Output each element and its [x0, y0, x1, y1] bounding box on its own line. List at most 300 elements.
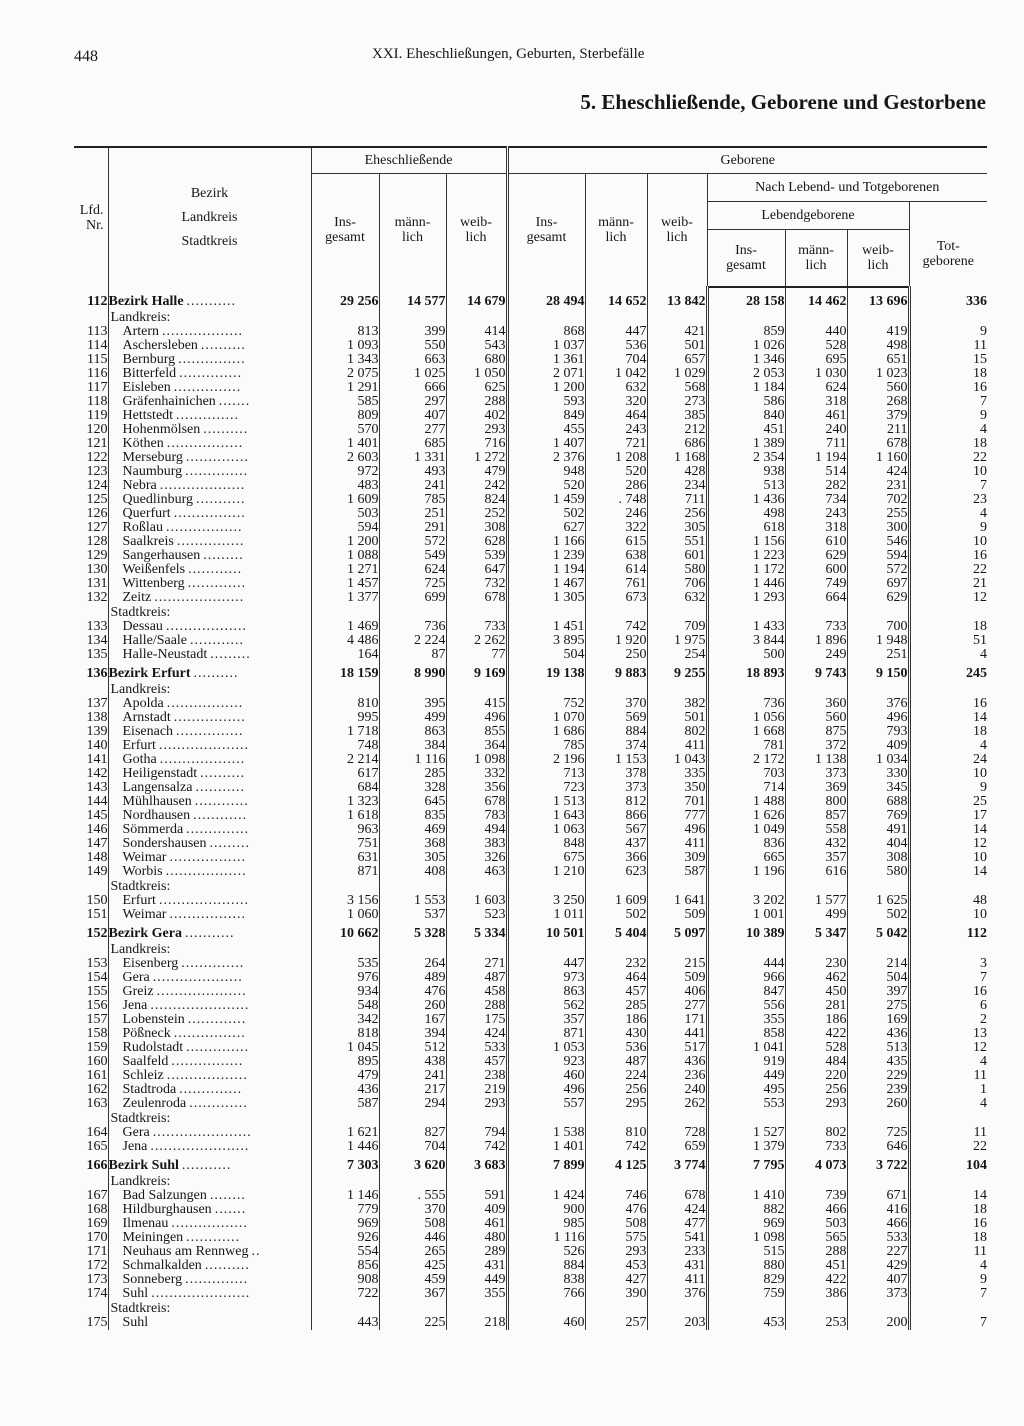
cell-geb-insgesamt: 557: [507, 1097, 585, 1111]
cell-totgeborene: 9: [909, 325, 987, 339]
district-name-text: Bezirk Erfurt: [108, 666, 191, 681]
cell-ehe-insgesamt: 972: [311, 465, 379, 479]
cell-ehe-weiblich: 647: [446, 563, 507, 577]
cell-ehe-maennlich: 736: [379, 620, 446, 634]
cell-leb-maennlich: 256: [785, 1083, 847, 1097]
cell-geb-maennlich: 761: [585, 577, 647, 591]
cell-geb-insgesamt: 455: [507, 423, 585, 437]
table-row: [74, 711, 987, 725]
table-row: [74, 908, 987, 922]
leader-dots: ......................: [151, 1287, 251, 1301]
cell-totgeborene: 16: [909, 985, 987, 999]
cell-leb-maennlich: 293: [785, 1097, 847, 1111]
table-row: [74, 353, 987, 367]
cell-geb-insgesamt: 1 686: [507, 725, 585, 739]
leader-dots: ..........: [203, 423, 249, 437]
cell-leb-maennlich: 360: [785, 697, 847, 711]
cell-geb-maennlich: 243: [585, 423, 647, 437]
cell-ehe-weiblich: 415: [446, 697, 507, 711]
header-totgeborene: [909, 201, 987, 287]
cell-leb-maennlich: 440: [785, 325, 847, 339]
district-name: [108, 620, 311, 634]
cell-ehe-insgesamt: 722: [311, 1287, 379, 1301]
cell-leb-maennlich: 281: [785, 999, 847, 1013]
district-name-text: Querfurt: [122, 507, 171, 521]
table-row: [74, 781, 987, 795]
table-row: [74, 725, 987, 739]
cell-leb-insgesamt: 10 389: [707, 922, 785, 942]
cell-leb-insgesamt: 355: [707, 1013, 785, 1027]
cell-geb-weiblich: 802: [647, 725, 707, 739]
cell-totgeborene: 23: [909, 493, 987, 507]
cell-geb-insgesamt: 496: [507, 1083, 585, 1097]
cell-geb-insgesamt: 593: [507, 395, 585, 409]
district-name-text: Neuhaus am Rennweg: [122, 1245, 249, 1259]
table-row: [74, 1041, 987, 1055]
cell-geb-insgesamt: [507, 310, 585, 325]
table-row: [74, 409, 987, 423]
cell-ehe-weiblich: 543: [446, 339, 507, 353]
cell-leb-insgesamt: 28 158: [707, 287, 785, 310]
cell-ehe-insgesamt: 10 662: [311, 922, 379, 942]
cell-leb-maennlich: 610: [785, 535, 847, 549]
cell-ehe-weiblich: 5 334: [446, 922, 507, 942]
row-number: 139: [74, 725, 108, 739]
cell-leb-insgesamt: 1 433: [707, 620, 785, 634]
header-ehe-weiblich-text: weib- lich: [460, 215, 492, 246]
cell-geb-maennlich: 322: [585, 521, 647, 535]
cell-geb-insgesamt: 1 200: [507, 381, 585, 395]
cell-totgeborene: 4: [909, 423, 987, 437]
district-name: [108, 697, 311, 711]
row-number: 169: [74, 1217, 108, 1231]
district-name-text: Suhl: [122, 1287, 149, 1301]
cell-leb-insgesamt: 7 795: [707, 1154, 785, 1174]
row-number: 132: [74, 591, 108, 605]
cell-leb-insgesamt: 1 527: [707, 1126, 785, 1140]
cell-totgeborene: 22: [909, 1140, 987, 1154]
district-name: [108, 662, 311, 682]
cell-leb-weiblich: 1 625: [847, 894, 909, 908]
row-number: 174: [74, 1287, 108, 1301]
cell-ehe-weiblich: 783: [446, 809, 507, 823]
row-number: [74, 1301, 108, 1316]
district-name: [108, 942, 311, 957]
cell-leb-maennlich: 318: [785, 521, 847, 535]
leader-dots: ...............: [176, 725, 244, 739]
cell-leb-insgesamt: 969: [707, 1217, 785, 1231]
cell-totgeborene: [909, 310, 987, 325]
cell-geb-weiblich: 277: [647, 999, 707, 1013]
table-row: [74, 1140, 987, 1154]
cell-ehe-weiblich: 496: [446, 711, 507, 725]
row-number: 114: [74, 339, 108, 353]
cell-leb-maennlich: 629: [785, 549, 847, 563]
cell-geb-maennlich: 457: [585, 985, 647, 999]
leader-dots: .............: [187, 577, 247, 591]
header-ehe-maennlich: [379, 173, 446, 287]
district-name: [108, 781, 311, 795]
table-row: [74, 1189, 987, 1203]
district-name-text: Gera: [122, 971, 150, 985]
cell-leb-maennlich: 528: [785, 339, 847, 353]
table-row: [74, 367, 987, 381]
leader-dots: ..................: [165, 865, 247, 879]
table-row: [74, 957, 987, 971]
cell-ehe-maennlich: 1 025: [379, 367, 446, 381]
row-number: 171: [74, 1245, 108, 1259]
district-name: [108, 493, 311, 507]
table-row: [74, 634, 987, 648]
cell-geb-insgesamt: 1 116: [507, 1231, 585, 1245]
cell-leb-maennlich: 1 030: [785, 367, 847, 381]
table-row: [74, 1273, 987, 1287]
header-leb-insgesamt: [707, 229, 785, 287]
leader-dots: ................: [171, 1055, 244, 1069]
row-number: 153: [74, 957, 108, 971]
cell-totgeborene: 7: [909, 1287, 987, 1301]
cell-leb-maennlich: 484: [785, 1055, 847, 1069]
district-name-text: Saalkreis: [122, 535, 174, 549]
running-head: XXI. Eheschließungen, Geburten, Sterbefälle: [372, 46, 645, 62]
cell-totgeborene: 51: [909, 634, 987, 648]
cell-geb-insgesamt: 1 459: [507, 493, 585, 507]
cell-leb-weiblich: 436: [847, 1027, 909, 1041]
cell-geb-insgesamt: 766: [507, 1287, 585, 1301]
cell-geb-maennlich: 742: [585, 1140, 647, 1154]
cell-leb-insgesamt: 781: [707, 739, 785, 753]
cell-geb-weiblich: [647, 879, 707, 894]
cell-leb-weiblich: 9 150: [847, 662, 909, 682]
cell-ehe-insgesamt: 587: [311, 1097, 379, 1111]
cell-geb-maennlich: 374: [585, 739, 647, 753]
cell-geb-maennlich: 427: [585, 1273, 647, 1287]
cell-ehe-maennlich: 645: [379, 795, 446, 809]
cell-ehe-insgesamt: 1 618: [311, 809, 379, 823]
cell-leb-weiblich: 793: [847, 725, 909, 739]
cell-totgeborene: [909, 879, 987, 894]
cell-leb-weiblich: 13 696: [847, 287, 909, 310]
cell-geb-insgesamt: 1 037: [507, 339, 585, 353]
cell-ehe-maennlich: 395: [379, 697, 446, 711]
cell-leb-weiblich: 429: [847, 1259, 909, 1273]
cell-geb-insgesamt: 7 899: [507, 1154, 585, 1174]
cell-ehe-maennlich: [379, 605, 446, 620]
cell-totgeborene: 14: [909, 1189, 987, 1203]
cell-leb-maennlich: 230: [785, 957, 847, 971]
leader-dots: .......: [214, 1203, 247, 1217]
leader-dots: .................: [171, 1217, 248, 1231]
cell-geb-insgesamt: 1 011: [507, 908, 585, 922]
district-name: [108, 1231, 311, 1245]
cell-geb-weiblich: 587: [647, 865, 707, 879]
cell-leb-maennlich: 5 347: [785, 922, 847, 942]
cell-leb-maennlich: 386: [785, 1287, 847, 1301]
district-name: [108, 339, 311, 353]
cell-ehe-insgesamt: 1 093: [311, 339, 379, 353]
cell-totgeborene: 10: [909, 767, 987, 781]
cell-leb-insgesamt: 451: [707, 423, 785, 437]
cell-totgeborene: 10: [909, 535, 987, 549]
header-stadtkreis-line: Stadtkreis: [181, 233, 238, 249]
cell-leb-maennlich: 1 896: [785, 634, 847, 648]
district-name: [108, 605, 311, 620]
cell-totgeborene: 7: [909, 479, 987, 493]
district-name-text: Pößneck: [122, 1027, 171, 1041]
cell-geb-maennlich: [585, 1111, 647, 1126]
cell-geb-maennlich: 378: [585, 767, 647, 781]
cell-geb-weiblich: 441: [647, 1027, 707, 1041]
cell-totgeborene: 16: [909, 381, 987, 395]
cell-leb-weiblich: [847, 682, 909, 697]
cell-leb-maennlich: 802: [785, 1126, 847, 1140]
cell-ehe-maennlich: 489: [379, 971, 446, 985]
bezirk-row: [74, 287, 987, 310]
cell-totgeborene: 4: [909, 1259, 987, 1273]
cell-totgeborene: 9: [909, 409, 987, 423]
cell-geb-weiblich: 701: [647, 795, 707, 809]
district-name-text: Nebra: [122, 479, 157, 493]
row-number: 162: [74, 1083, 108, 1097]
table-row: [74, 479, 987, 493]
district-name-text: Ilmenau: [122, 1217, 169, 1231]
cell-leb-maennlich: 432: [785, 837, 847, 851]
cell-geb-insgesamt: 868: [507, 325, 585, 339]
row-number: 155: [74, 985, 108, 999]
cell-leb-insgesamt: 1 041: [707, 1041, 785, 1055]
cell-leb-weiblich: 379: [847, 409, 909, 423]
cell-leb-weiblich: 275: [847, 999, 909, 1013]
cell-geb-weiblich: 706: [647, 577, 707, 591]
cell-leb-maennlich: 1 138: [785, 753, 847, 767]
cell-geb-weiblich: 376: [647, 1287, 707, 1301]
cell-geb-insgesamt: [507, 605, 585, 620]
leader-dots: ................: [173, 711, 246, 725]
table-row: [74, 1287, 987, 1301]
cell-geb-insgesamt: 562: [507, 999, 585, 1013]
district-name: [108, 521, 311, 535]
cell-geb-maennlich: 285: [585, 999, 647, 1013]
cell-geb-insgesamt: [507, 1301, 585, 1316]
cell-totgeborene: 11: [909, 1069, 987, 1083]
leader-dots: .........: [209, 837, 250, 851]
district-name-text: Hildburghausen: [122, 1203, 212, 1217]
cell-geb-maennlich: 810: [585, 1126, 647, 1140]
district-name: [108, 711, 311, 725]
cell-geb-maennlich: 508: [585, 1217, 647, 1231]
cell-ehe-insgesamt: 2 075: [311, 367, 379, 381]
cell-geb-weiblich: 256: [647, 507, 707, 521]
cell-leb-maennlich: 558: [785, 823, 847, 837]
cell-ehe-weiblich: 824: [446, 493, 507, 507]
row-number: 145: [74, 809, 108, 823]
row-number: 136: [74, 662, 108, 682]
cell-leb-insgesamt: 1 049: [707, 823, 785, 837]
table-row: [74, 493, 987, 507]
cell-geb-weiblich: 13 842: [647, 287, 707, 310]
cell-leb-maennlich: 734: [785, 493, 847, 507]
cell-geb-maennlich: 1 042: [585, 367, 647, 381]
cell-ehe-maennlich: 217: [379, 1083, 446, 1097]
cell-leb-weiblich: 373: [847, 1287, 909, 1301]
district-name-text: Stadtkreis:: [110, 1111, 171, 1126]
cell-leb-maennlich: 186: [785, 1013, 847, 1027]
cell-ehe-insgesamt: 976: [311, 971, 379, 985]
cell-geb-insgesamt: [507, 942, 585, 957]
cell-leb-weiblich: 200: [847, 1316, 909, 1330]
cell-ehe-insgesamt: 908: [311, 1273, 379, 1287]
cell-geb-maennlich: 704: [585, 353, 647, 367]
cell-ehe-weiblich: 855: [446, 725, 507, 739]
cell-ehe-maennlich: 725: [379, 577, 446, 591]
cell-geb-insgesamt: 3 895: [507, 634, 585, 648]
cell-leb-insgesamt: 1 389: [707, 437, 785, 451]
cell-ehe-maennlich: 407: [379, 409, 446, 423]
cell-ehe-weiblich: 9 169: [446, 662, 507, 682]
leader-dots: ..........: [200, 339, 246, 353]
header-geb-insgesamt-text: Ins- gesamt: [526, 215, 567, 246]
cell-geb-insgesamt: 2 376: [507, 451, 585, 465]
cell-ehe-maennlich: 384: [379, 739, 446, 753]
cell-geb-insgesamt: 1 538: [507, 1126, 585, 1140]
cell-leb-weiblich: 700: [847, 620, 909, 634]
district-name-text: Stadtkreis:: [110, 605, 171, 620]
row-number: [74, 682, 108, 697]
district-name: [108, 1203, 311, 1217]
cell-ehe-insgesamt: 503: [311, 507, 379, 521]
district-name: [108, 591, 311, 605]
row-number: 120: [74, 423, 108, 437]
leader-dots: .................: [166, 697, 244, 711]
cell-leb-maennlich: 600: [785, 563, 847, 577]
district-name-text: Arnstadt: [122, 711, 171, 725]
cell-geb-weiblich: 777: [647, 809, 707, 823]
cell-geb-insgesamt: 1 305: [507, 591, 585, 605]
row-number: 157: [74, 1013, 108, 1027]
cell-ehe-insgesamt: 1 609: [311, 493, 379, 507]
cell-totgeborene: 16: [909, 549, 987, 563]
cell-ehe-weiblich: 289: [446, 1245, 507, 1259]
header-geb-maennlich-text: männ- lich: [598, 215, 634, 246]
cell-geb-weiblich: 477: [647, 1217, 707, 1231]
row-number: 116: [74, 367, 108, 381]
cell-ehe-maennlich: [379, 942, 446, 957]
cell-leb-insgesamt: 1 184: [707, 381, 785, 395]
cell-leb-insgesamt: 858: [707, 1027, 785, 1041]
cell-ehe-insgesamt: 684: [311, 781, 379, 795]
cell-ehe-maennlich: 493: [379, 465, 446, 479]
cell-geb-maennlich: 320: [585, 395, 647, 409]
cell-geb-weiblich: 711: [647, 493, 707, 507]
cell-geb-weiblich: 335: [647, 767, 707, 781]
district-name-text: Lobenstein: [122, 1013, 185, 1027]
row-number: 115: [74, 353, 108, 367]
cell-geb-maennlich: [585, 605, 647, 620]
cell-ehe-maennlich: 699: [379, 591, 446, 605]
cell-leb-weiblich: 397: [847, 985, 909, 999]
cell-leb-weiblich: [847, 879, 909, 894]
table-row: [74, 395, 987, 409]
cell-geb-maennlich: 520: [585, 465, 647, 479]
cell-leb-weiblich: 3 722: [847, 1154, 909, 1174]
cell-ehe-weiblich: [446, 942, 507, 957]
district-name-text: Greiz: [122, 985, 154, 999]
cell-leb-maennlich: 282: [785, 479, 847, 493]
row-number: 144: [74, 795, 108, 809]
table-row: [74, 1013, 987, 1027]
district-name: [108, 739, 311, 753]
cell-geb-insgesamt: 985: [507, 1217, 585, 1231]
cell-geb-weiblich: [647, 605, 707, 620]
cell-geb-maennlich: 487: [585, 1055, 647, 1069]
cell-leb-insgesamt: 1 223: [707, 549, 785, 563]
district-name-text: Worbis: [122, 865, 163, 879]
cell-leb-weiblich: 572: [847, 563, 909, 577]
district-name-text: Landkreis:: [110, 942, 171, 957]
cell-ehe-maennlich: 537: [379, 908, 446, 922]
cell-totgeborene: 22: [909, 451, 987, 465]
row-number: 127: [74, 521, 108, 535]
leader-dots: ............: [193, 809, 248, 823]
district-name: [108, 985, 311, 999]
cell-geb-maennlich: 366: [585, 851, 647, 865]
cell-leb-insgesamt: 513: [707, 479, 785, 493]
cell-totgeborene: 12: [909, 837, 987, 851]
district-name: [108, 725, 311, 739]
cell-ehe-insgesamt: [311, 942, 379, 957]
leader-dots: ...............: [176, 535, 245, 549]
cell-leb-maennlich: 565: [785, 1231, 847, 1245]
cell-totgeborene: 13: [909, 1027, 987, 1041]
header-landkreis-line: Landkreis: [181, 209, 238, 225]
cell-ehe-insgesamt: 995: [311, 711, 379, 725]
leader-dots: ....................: [154, 591, 245, 605]
cell-leb-insgesamt: [707, 1174, 785, 1189]
cell-totgeborene: 18: [909, 620, 987, 634]
cell-ehe-insgesamt: 779: [311, 1203, 379, 1217]
cell-ehe-insgesamt: 748: [311, 739, 379, 753]
cell-ehe-weiblich: 678: [446, 591, 507, 605]
cell-leb-insgesamt: 703: [707, 767, 785, 781]
row-number: [74, 942, 108, 957]
row-number: 172: [74, 1259, 108, 1273]
cell-leb-maennlich: 369: [785, 781, 847, 795]
cell-totgeborene: [909, 942, 987, 957]
cell-geb-maennlich: 812: [585, 795, 647, 809]
cell-geb-maennlich: 746: [585, 1189, 647, 1203]
row-number: 142: [74, 767, 108, 781]
district-name-text: Jena: [122, 999, 148, 1013]
cell-leb-weiblich: 231: [847, 479, 909, 493]
cell-geb-maennlich: 430: [585, 1027, 647, 1041]
district-name-text: Landkreis:: [110, 1174, 171, 1189]
cell-totgeborene: [909, 605, 987, 620]
cell-leb-maennlich: 4 073: [785, 1154, 847, 1174]
district-name: [108, 367, 311, 381]
row-number: [74, 605, 108, 620]
cell-leb-weiblich: 214: [847, 957, 909, 971]
cell-ehe-maennlich: 438: [379, 1055, 446, 1069]
cell-ehe-weiblich: 288: [446, 999, 507, 1013]
cell-leb-insgesamt: 453: [707, 1316, 785, 1330]
district-name: [108, 287, 311, 310]
cell-leb-weiblich: [847, 1111, 909, 1126]
cell-geb-weiblich: 428: [647, 465, 707, 479]
district-name-text: Zeitz: [122, 591, 152, 605]
row-number: 124: [74, 479, 108, 493]
district-name-text: Hohenmölsen: [122, 423, 201, 437]
row-number: 130: [74, 563, 108, 577]
